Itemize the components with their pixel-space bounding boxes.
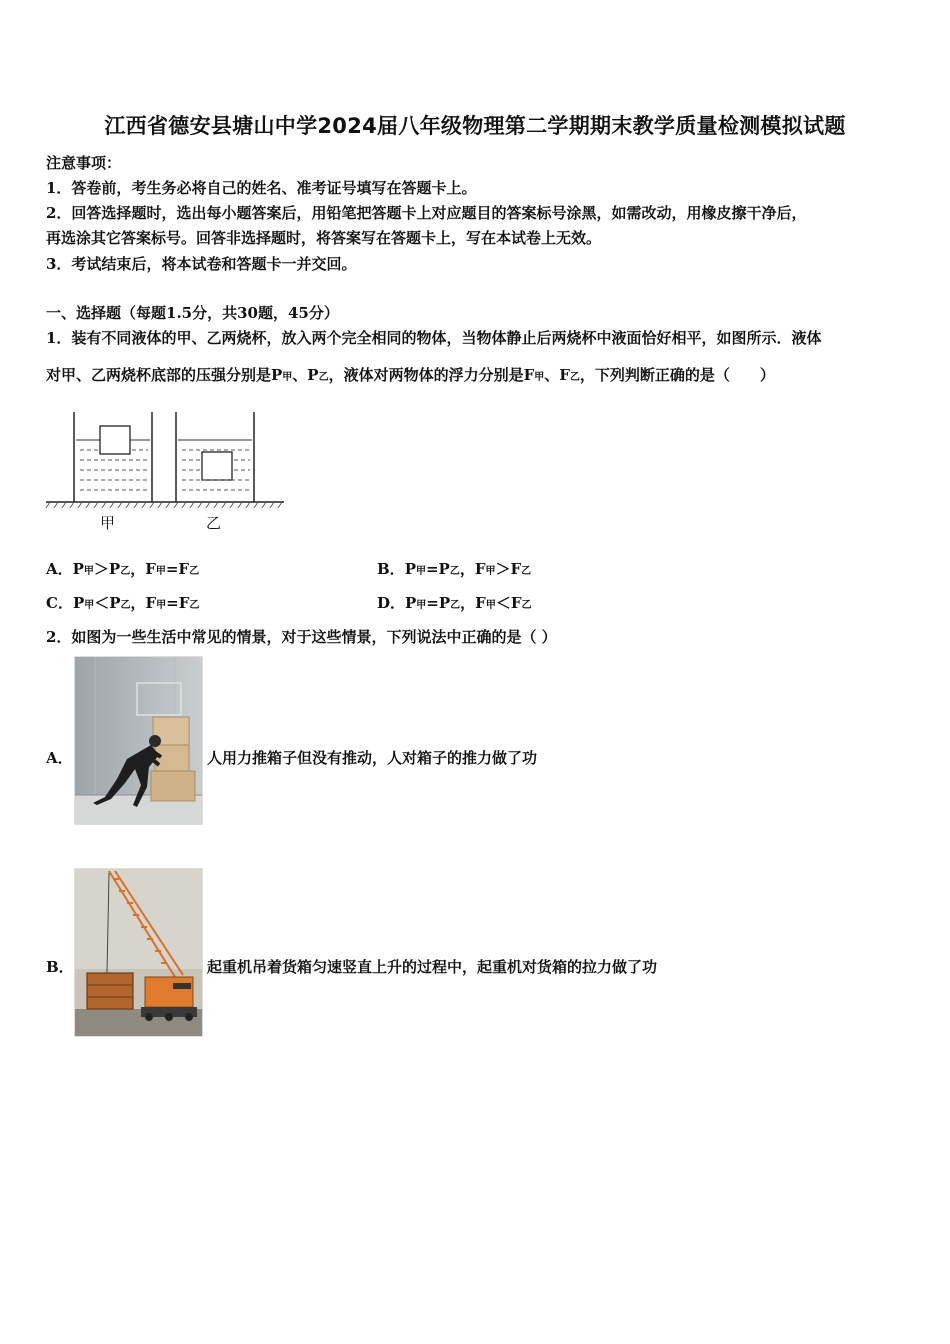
q1-option-c[interactable]: C．P甲＜P乙，F甲=F乙 xyxy=(46,594,200,612)
q2-option-b-letter[interactable]: B． xyxy=(46,958,74,976)
beakers-figure xyxy=(44,404,290,534)
q2-option-a-letter[interactable]: A． xyxy=(46,749,73,767)
beaker-yi xyxy=(176,412,254,502)
q2-option-a-text: 人用力推箱子但没有推动，人对箱子的推力做了功 xyxy=(207,749,538,767)
notice-item-2-cont: 再选涂其它答案标号。回答非选择题时，将答案写在答题卡上，写在本试卷上无效。 xyxy=(46,229,602,247)
q1-option-d[interactable]: D．P甲=P乙，F甲＜F乙 xyxy=(377,594,532,612)
q2-stem: 2．如图为一些生活中常见的情景，对于这些情景，下列说法中正确的是（ ） xyxy=(46,628,557,646)
q2-option-b-text: 起重机吊着货箱匀速竖直上升的过程中，起重机对货箱的拉力做了功 xyxy=(207,958,658,976)
notice-item-2: 2．回答选择题时，选出每小题答案后，用铅笔把答题卡上对应题目的答案标号涂黑，如需改动，用橡皮擦干净后， xyxy=(46,204,807,222)
q1-option-b[interactable]: B．P甲=P乙，F甲＞F乙 xyxy=(377,560,532,578)
figure-label-yi: 乙 xyxy=(206,514,222,532)
notice-item-3: 3．考试结束后，将本试卷和答题卡一并交回。 xyxy=(46,255,357,273)
figure-label-jia: 甲 xyxy=(100,514,116,532)
q1-stem-line1: 1．装有不同液体的甲、乙两烧杯，放入两个完全相同的物体，当物体静止后两烧杯中液面恰好相平，如图所示．液体 xyxy=(46,329,822,347)
q1-option-a[interactable]: A．P甲＞P乙，F甲=F乙 xyxy=(46,560,200,578)
q1-stem-line2: 对甲、乙两烧杯底部的压强分别是P甲、P乙，液体对两物体的浮力分别是F甲、F乙，下列判断正确的是（ ） xyxy=(46,366,775,384)
section-heading: 一、选择题（每题1.5分，共30题，45分） xyxy=(46,304,339,322)
notice-item-1: 1．答卷前，考生务必将自己的姓名、准考证号填写在答题卡上。 xyxy=(46,179,477,197)
crane-lifting-crate-image xyxy=(74,868,203,1037)
person-pushing-boxes-image xyxy=(74,656,203,825)
notice-heading: 注意事项： xyxy=(46,154,122,172)
page-title: 江西省德安县塘山中学2024届八年级物理第二学期期末教学质量检测模拟试题 xyxy=(104,114,846,138)
beaker-jia xyxy=(74,412,152,502)
